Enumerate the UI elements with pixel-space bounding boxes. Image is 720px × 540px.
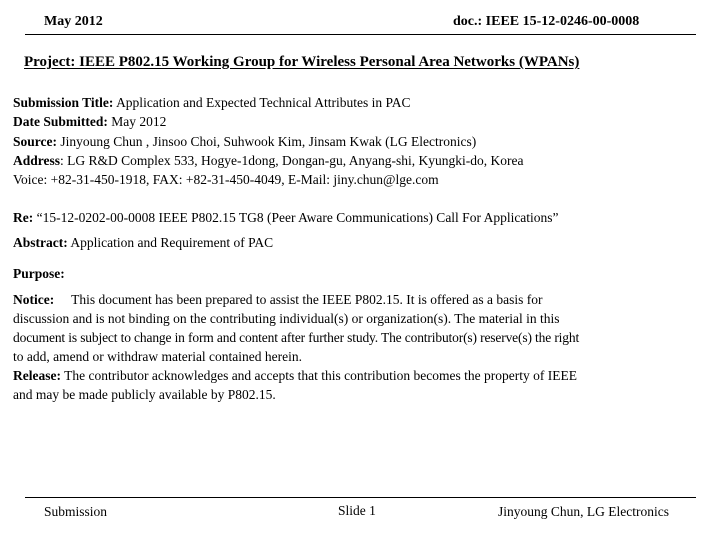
- address-value: : LG R&D Complex 533, Hogye-1dong, Dongan-gu, Anyang-shi, Kyungki-do, Korea: [60, 152, 524, 168]
- source-line: [13, 132, 523, 151]
- date-submitted-label: Date Submitted:: [13, 114, 108, 130]
- footer-right: Jinyoung Chun, LG Electronics: [498, 504, 669, 519]
- release-line-2: and may be made publicly available by P802.15.: [13, 387, 276, 402]
- date-submitted-line: [13, 112, 523, 131]
- release-line-1: The contributor acknowledges and accepts that this contribution becomes the property of IEEE: [64, 368, 577, 383]
- source-label: Source:: [13, 133, 57, 149]
- re-line: [13, 208, 559, 227]
- notice-label: Notice:: [13, 292, 55, 307]
- notice-block: [13, 290, 708, 404]
- header-date: May 2012: [44, 14, 103, 29]
- abstract-label: Abstract:: [13, 235, 68, 250]
- notice-line-1: This document has been prepared to assist the IEEE P802.15. It is offered as a basis for: [71, 292, 543, 307]
- address-label: Address: [13, 152, 61, 168]
- submission-title-label: Submission Title:: [13, 95, 114, 110]
- notice-line-3: document is subject to change in form and content after further study. The contributor(s) reserve(s) the right: [13, 330, 580, 345]
- abstract-line: [13, 233, 273, 252]
- abstract-value: Application and Requirement of PAC: [70, 235, 274, 250]
- notice-line-4: to add, amend or withdraw material contained herein.: [13, 349, 303, 364]
- submission-title-value: Application and Expected Technical Attributes in PAC: [116, 95, 411, 110]
- footer-divider: [25, 497, 696, 498]
- purpose-line: [13, 264, 65, 283]
- submission-info: [13, 93, 523, 189]
- purpose-label: Purpose:: [13, 266, 65, 281]
- source-value: Jinyoung Chun , Jinsoo Choi, Suhwook Kim, Jinsam Kwak (LG Electronics): [60, 133, 477, 149]
- footer-left: Submission: [44, 504, 108, 519]
- re-value: “15-12-0202-00-0008 IEEE P802.15 TG8 (Peer Aware Communications) Call For Applications”: [36, 210, 559, 225]
- header-divider: [25, 34, 696, 35]
- notice-line-2: discussion and is not binding on the contributing individual(s) or organization(s). The material in this: [13, 311, 560, 326]
- re-label: Re:: [13, 210, 34, 225]
- release-label: Release:: [13, 368, 61, 383]
- project-title: Project: IEEE P802.15 Working Group for Wireless Personal Area Networks (WPANs): [24, 54, 580, 70]
- header-doc-id: doc.: IEEE 15-12-0246-00-0008: [453, 14, 640, 29]
- date-submitted-value: May 2012: [111, 114, 167, 130]
- submission-title-line: [13, 93, 523, 112]
- footer-slide-number: Slide 1: [338, 503, 376, 518]
- address-line: [13, 151, 523, 170]
- contact-line: Voice: +82-31-450-1918, FAX: +82-31-450-4049, E-Mail: jiny.chun@lge.com: [13, 172, 439, 188]
